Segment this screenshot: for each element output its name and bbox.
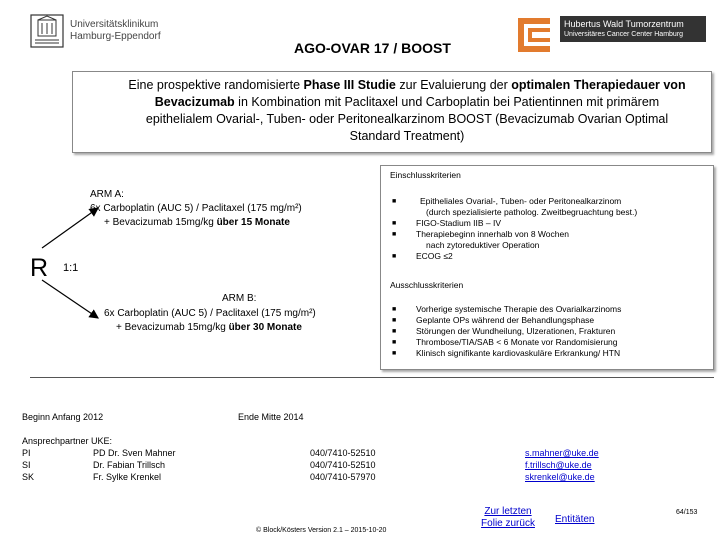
back-link-line2: Folie zurück bbox=[481, 518, 535, 529]
contact-phone: 040/7410-57970 bbox=[310, 472, 376, 482]
intro-text-part: Eine prospektive randomisierte bbox=[128, 78, 304, 92]
contact-emails bbox=[525, 447, 599, 483]
back-link[interactable] bbox=[479, 506, 537, 530]
inclusion-item: Therapiebeginn innerhalb von 8 Wochen bbox=[416, 229, 569, 239]
entities-link[interactable]: Entitäten bbox=[555, 514, 595, 525]
intro-text-part: zur Evaluierung der bbox=[395, 78, 512, 92]
exclusion-item: Thrombose/TIA/SAB < 6 Monate vor Randomisierung bbox=[416, 337, 618, 347]
arm-b-line1: 6x Carboplatin (AUC 5) / Paclitaxel (175 mg/m²) bbox=[104, 308, 316, 319]
exclusion-item: Vorherige systemische Therapie des Ovarialkarzinoms bbox=[416, 304, 622, 314]
intro-line3: epithelialem Ovarial-, Tuben- oder Peritonealkarzinom BOOST (Bevacizumab Ovarian Optimal bbox=[145, 112, 669, 126]
email-link-trillsch[interactable]: f.trillsch@uke.de bbox=[525, 460, 592, 470]
contact-name: PD Dr. Sven Mahner bbox=[93, 448, 176, 458]
arm-a-duration: über 15 Monate bbox=[216, 217, 290, 228]
contact-roles bbox=[22, 447, 34, 483]
exclusion-list bbox=[416, 304, 621, 359]
arm-a-line2 bbox=[104, 216, 290, 229]
contact-phone: 040/7410-52510 bbox=[310, 460, 376, 470]
contact-role: SK bbox=[22, 472, 35, 482]
randomisation-r: R bbox=[30, 254, 49, 282]
arm-b-title: ARM B: bbox=[222, 293, 257, 304]
inclusion-item: nach zytoreduktiver Operation bbox=[426, 240, 540, 250]
inclusion-item: Epitheliales Ovarial-, Tuben- oder Peritonealkarzinom bbox=[420, 196, 622, 206]
intro-text-part: in Kombination mit Paclitaxel und Carboplatin bei Patientinnen mit primärem bbox=[234, 95, 660, 109]
uke-name-line1: Universitätsklinikum bbox=[70, 19, 159, 30]
inclusion-title: Einschlusskriterien bbox=[390, 170, 461, 180]
study-begin: Beginn Anfang 2012 bbox=[22, 412, 104, 422]
contact-name: Dr. Fabian Trillsch bbox=[93, 460, 166, 470]
divider bbox=[30, 377, 714, 378]
randomisation-ratio: 1:1 bbox=[63, 262, 79, 274]
exclusion-item: Störungen der Wundheilung, Ulzerationen, Frakturen bbox=[416, 326, 616, 336]
slide-title: AGO-OVAR 17 / BOOST bbox=[294, 40, 451, 56]
inclusion-item: (durch spezialisierte patholog. Zweitbegruachtung best.) bbox=[426, 207, 638, 217]
intro-bevacizumab: Bevacizumab bbox=[154, 95, 235, 109]
arm-a-line1: 6x Carboplatin (AUC 5) / Paclitaxel (175 mg/m²) bbox=[90, 203, 302, 214]
exclusion-title: Ausschlusskriterien bbox=[390, 280, 464, 290]
hwtz-name-line1: Hubertus Wald Tumorzentrum bbox=[564, 19, 684, 29]
arm-b-drug: + Bevacizumab 15mg/kg bbox=[116, 322, 229, 333]
contact-name: Fr. Sylke Krenkel bbox=[93, 472, 162, 482]
exclusion-bullets: ■ ■ ■ ■ ■ bbox=[392, 306, 397, 357]
contact-phone: 040/7410-52510 bbox=[310, 448, 376, 458]
inclusion-item: FIGO-Stadium IIB – IV bbox=[416, 218, 502, 228]
contact-title: Ansprechpartner UKE: bbox=[22, 436, 113, 446]
intro-optimal: optimalen Therapiedauer von bbox=[511, 78, 686, 92]
arm-b-line2 bbox=[116, 321, 302, 334]
arm-a-title: ARM A: bbox=[90, 189, 124, 200]
exclusion-item: Klinisch signifikante kardiovaskuläre Erkrankung/ HTN bbox=[416, 348, 621, 358]
intro-line4: Standard Treatment) bbox=[349, 129, 465, 143]
arm-b-duration: über 30 Monate bbox=[228, 322, 302, 333]
intro-phase: Phase III Studie bbox=[303, 78, 396, 92]
email-link-mahner[interactable]: s.mahner@uke.de bbox=[525, 448, 599, 458]
copyright: © Block/Kösters Version 2.1 – 2015-10-20 bbox=[256, 527, 387, 534]
contact-role: PI bbox=[22, 448, 31, 458]
uke-name-line2: Hamburg-Eppendorf bbox=[70, 31, 161, 42]
contact-phones bbox=[310, 447, 376, 483]
exclusion-item: Geplante OPs während der Behandlungsphase bbox=[416, 315, 595, 325]
inclusion-list bbox=[416, 196, 637, 262]
page-number: 64/153 bbox=[676, 509, 698, 516]
back-link-line1: Zur letzten bbox=[484, 506, 532, 517]
study-end: Ende Mitte 2014 bbox=[238, 412, 304, 422]
arm-a-drug: + Bevacizumab 15mg/kg bbox=[104, 217, 217, 228]
arrow-to-arm-b bbox=[42, 280, 98, 318]
inclusion-item: ECOG ≤2 bbox=[416, 251, 453, 261]
email-link-krenkel[interactable]: skrenkel@uke.de bbox=[525, 472, 595, 482]
inclusion-bullets: ■ ■ ■ ■ bbox=[392, 198, 397, 260]
hwtz-name-line2: Universitäres Cancer Center Hamburg bbox=[564, 31, 684, 38]
contact-names bbox=[93, 447, 176, 483]
contact-role: SI bbox=[22, 460, 31, 470]
